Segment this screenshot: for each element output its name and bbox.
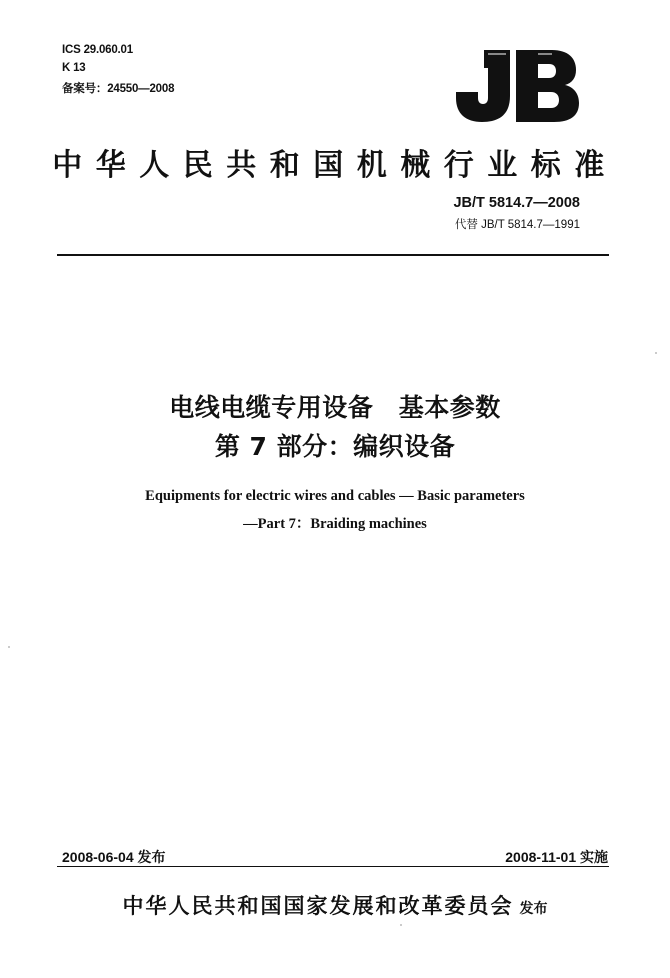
record-number: 备案号：24550—2008 (62, 83, 175, 95)
ccs-code: K 13 (62, 62, 86, 74)
publisher-name: 中华人民共和国国家发展和改革委员会 (122, 894, 514, 918)
footer-divider (57, 866, 609, 867)
replaced-standard: 代替 JB/T 5814.7—1991 (454, 219, 580, 231)
scan-speck (8, 646, 10, 648)
document-title-cn-line1: 电线电缆专用设备 基本参数 (169, 393, 501, 422)
document-title-en-line1: Equipments for electric wires and cables — Basic parameters (145, 488, 525, 504)
industry-standard-title: 中华人民共和国机械行业标准 (52, 148, 618, 183)
document-title-en-line2: —Part 7：Braiding machines (243, 516, 427, 532)
scan-speck (400, 924, 402, 926)
standard-number: JB/T 5814.7—2008 (453, 195, 580, 211)
publisher-row (0, 890, 670, 920)
issue-date: 2008-06-04 发布 (62, 849, 166, 865)
scan-speck (655, 352, 657, 354)
jb-logo (448, 44, 580, 124)
implementation-date: 2008-11-01 实施 (505, 849, 608, 865)
document-title-cn-line2: 第 7 部分：编织设备 (214, 432, 456, 461)
publish-label: 发布 (519, 901, 548, 917)
jb-logo-icon (448, 44, 580, 124)
header-divider (57, 254, 609, 256)
ics-code: ICS 29.060.01 (62, 44, 133, 56)
